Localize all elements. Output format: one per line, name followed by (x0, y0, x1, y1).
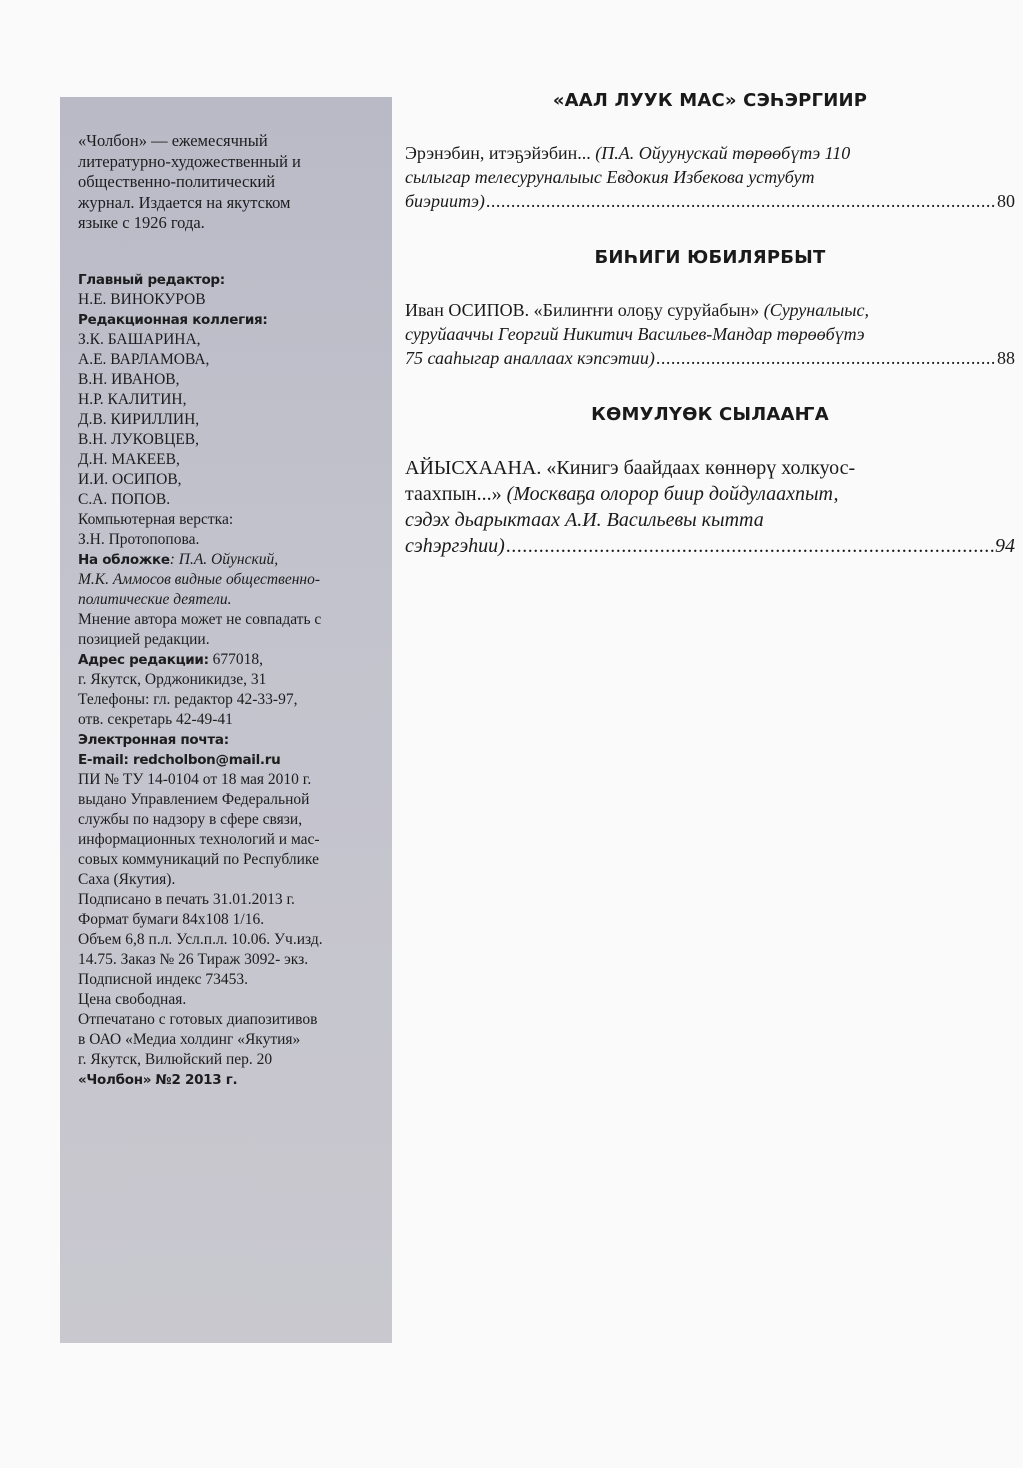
license-line: Саха (Якутия). (78, 870, 176, 888)
board-member: Д.В. КИРИЛЛИН, (78, 410, 200, 428)
entry-note: биэриитэ) (405, 191, 485, 211)
cover-line: : П.А. Ойунский, (169, 550, 279, 568)
page-number: 94 (995, 535, 1015, 557)
cover-line: политические деятели. (78, 590, 232, 608)
entry-note: сэһэргэһии) (405, 535, 505, 557)
leader-dots (506, 533, 994, 559)
toc-entry[interactable] (405, 141, 1015, 213)
leader-dots (486, 189, 996, 213)
toc-entry[interactable] (405, 298, 1015, 370)
intro-line: литературно-художественный и (78, 151, 301, 171)
address-line: отв. секретарь 42-49-41 (78, 710, 233, 728)
entry-note: (Москваҕа олорор биир дойдулаахпыт, (501, 483, 839, 505)
board-member: Н.Р. КАЛИТИН, (78, 390, 187, 408)
layout-label: Компьютерная верстка: (78, 510, 234, 528)
printer-block (78, 1010, 384, 1070)
chief-editor-name: Н.Е. ВИНОКУРОВ (78, 290, 206, 308)
leader-dots (656, 346, 996, 370)
entry-note: (П.А. Ойуунускай төрөөбүтэ 110 (590, 143, 851, 163)
chief-editor-block (78, 270, 384, 310)
page-number: 80 (997, 191, 1015, 211)
email-label: Электронная почта: (78, 731, 229, 748)
editorial-board-block (78, 310, 384, 510)
address-line: Телефоны: гл. редактор 42-33-97, (78, 690, 298, 708)
cover-credit-block (78, 550, 384, 610)
cover-label: На обложке (78, 551, 170, 568)
opinion-disclaimer (78, 610, 384, 650)
board-member: С.А. ПОПОВ. (78, 490, 171, 508)
print-line: Объем 6,8 п.л. Усл.п.л. 10.06. Уч.изд. (78, 930, 323, 948)
print-line: 14.75. Заказ № 26 Тираж 3092- экз. (78, 950, 309, 968)
printer-line: Отпечатано с готовых диапозитивов (78, 1010, 318, 1028)
address-label: Адрес редакции: (78, 651, 209, 668)
board-member: В.Н. ИВАНОВ, (78, 370, 180, 388)
entry-note: 75 сааһыгар аналлаах кэпсэтии) (405, 348, 655, 368)
board-member: В.Н. ЛУКОВЦЕВ, (78, 430, 200, 448)
board-member: Д.Н. МАКЕЕВ, (78, 450, 180, 468)
entry-note: сылыгар телесуруналыыс Евдокия Избекова устубут (405, 167, 815, 187)
print-details-block (78, 890, 384, 1010)
cover-line: М.К. Аммосов видные общественно- (78, 570, 321, 588)
board-member: А.Е. ВАРЛАМОВА, (78, 350, 210, 368)
board-member: И.И. ОСИПОВ, (78, 470, 182, 488)
disclaimer-line: позицией редакции. (78, 630, 210, 648)
editorial-board-label: Редакционная коллегия: (78, 311, 268, 328)
printer-line: г. Якутск, Вилюйский пер. 20 (78, 1050, 273, 1068)
entry-title: таахпын...» (405, 483, 502, 505)
toc-entry[interactable] (405, 455, 1015, 559)
license-line: совых коммуникаций по Республике (78, 850, 319, 868)
entry-title: Эрэнэбин, итэҕэйэбин... (405, 143, 591, 163)
license-line: ПИ № ТУ 14-0104 от 18 мая 2010 г. (78, 770, 312, 788)
address-block (78, 650, 384, 730)
section-title: БИҺИГИ ЮБИЛЯРБЫТ (594, 247, 826, 268)
license-block (78, 770, 384, 890)
print-line: Подписано в печать 31.01.2013 г. (78, 890, 295, 908)
email-address: E-mail: redcholbon@mail.ru (78, 751, 281, 768)
print-line: Подписной индекс 73453. (78, 970, 248, 988)
address-line: г. Якутск, Орджоникидзе, 31 (78, 670, 267, 688)
address-line: 677018, (208, 650, 263, 668)
license-line: службы по надзору в сфере связи, (78, 810, 303, 828)
print-line: Цена свободная. (78, 990, 187, 1008)
intro-line: «Чолбон» — ежемесячный (78, 131, 268, 150)
entry-title: Иван ОСИПОВ. «Билиҥҥи олоҕу суруйабын» (405, 300, 760, 320)
entry-note: (Суруналыыс, (759, 300, 869, 320)
layout-name: З.Н. Протопопова. (78, 530, 200, 548)
entry-note: сэдэх дьарыктаах А.И. Васильевы кытта (405, 509, 764, 531)
license-line: выдано Управлением Федеральной (78, 790, 310, 808)
entry-note: суруйааччы Георгий Никитич Васильев-Мандар төрөөбүтэ (405, 324, 865, 344)
printer-line: в ОАО «Медиа холдинг «Якутия» (78, 1030, 301, 1048)
intro-line: общественно-политический (78, 172, 276, 191)
issue-number: «Чолбон» №2 2013 г. (78, 1071, 238, 1088)
page-number: 88 (997, 348, 1015, 368)
masthead-panel (60, 97, 392, 1343)
chief-editor-label: Главный редактор: (78, 271, 225, 288)
email-block (78, 730, 384, 770)
entry-title: АЙЫСХААНА. «Кинигэ баайдаах көннөрү холкуос- (405, 457, 856, 479)
table-of-contents (405, 90, 1015, 593)
intro-line: журнал. Издается на якутском (78, 192, 291, 212)
layout-credit-block (78, 510, 384, 550)
section-title: КӨМУЛҮӨК СЫЛААҤА (591, 404, 829, 425)
journal-intro (78, 131, 384, 234)
print-line: Формат бумаги 84х108 1/16. (78, 910, 265, 928)
disclaimer-line: Мнение автора может не совпадать с (78, 610, 322, 628)
board-member: З.К. БАШАРИНА, (78, 330, 201, 348)
section-title: «ААЛ ЛУУК МАС» СЭҺЭРГИИР (552, 90, 868, 111)
intro-line: языке с 1926 года. (78, 213, 205, 232)
license-line: информационных технологий и мас- (78, 830, 320, 848)
